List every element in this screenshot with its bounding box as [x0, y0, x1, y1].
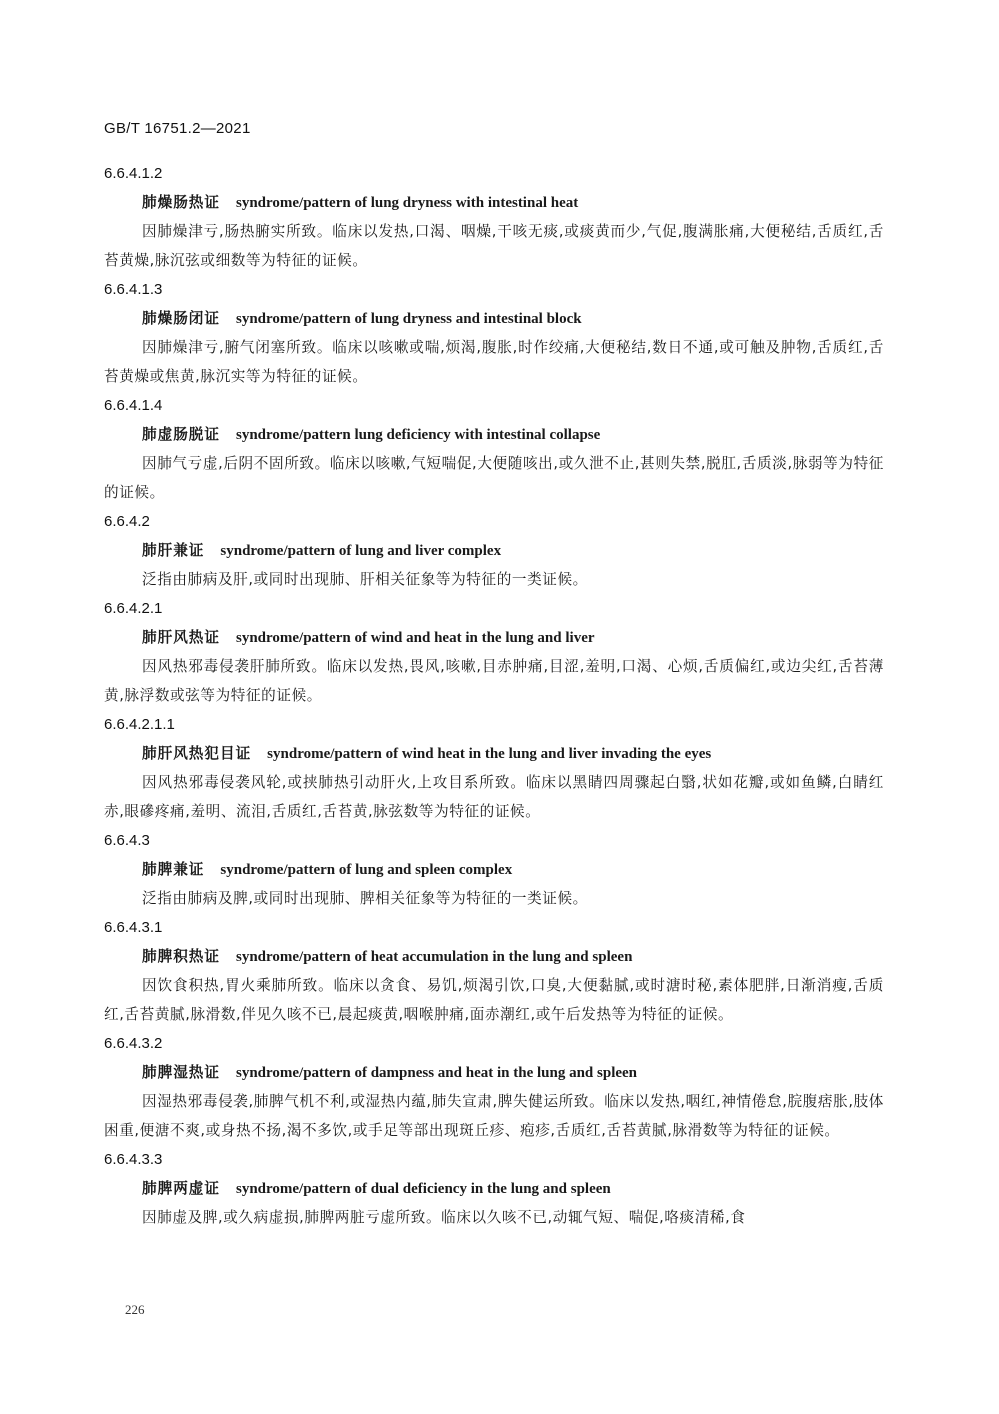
term-line	[104, 1058, 884, 1087]
content-body	[104, 159, 884, 1232]
section-number: 6.6.4.3.1	[104, 919, 163, 936]
term-en: syndrome/pattern lung deficiency with intestinal collapse	[235, 427, 601, 443]
term-line	[104, 304, 884, 333]
term-description: 因湿热邪毒侵袭,肺脾气机不利,或湿热内蕴,肺失宣肃,脾失健运所致。临床以发热,咽红,神情倦怠,脘腹痞胀,肢体困重,便溏不爽,或身热不扬,渴不多饮,或手足等部出现斑丘疹、疱疹,舌质红,舌苔黄腻,脉滑数等为特征的证候。	[104, 1093, 884, 1139]
section-number: 6.6.4.3	[104, 832, 150, 849]
section-6-6-4-2	[104, 507, 884, 594]
term-en: syndrome/pattern of dual deficiency in the lung and spleen	[235, 1181, 611, 1197]
term-en: syndrome/pattern of lung dryness with intestinal heat	[235, 195, 579, 211]
section-6-6-4-3-3	[104, 1145, 884, 1232]
section-6-6-4-3	[104, 826, 884, 913]
section-6-6-4-1-4	[104, 391, 884, 507]
term-en: syndrome/pattern of heat accumulation in the lung and spleen	[235, 949, 633, 965]
section-6-6-4-3-1	[104, 913, 884, 1029]
term-en: syndrome/pattern of wind and heat in the lung and liver	[235, 630, 595, 646]
term-line	[104, 942, 884, 971]
term-line	[104, 623, 884, 652]
term-description: 因肺燥津亏,肠热腑实所致。临床以发热,口渴、咽燥,干咳无痰,或痰黄而少,气促,腹满胀痛,大便秘结,舌质红,舌苔黄燥,脉沉弦或细数等为特征的证候。	[104, 223, 884, 269]
term-description: 因肺气亏虚,后阴不固所致。临床以咳嗽,气短喘促,大便随咳出,或久泄不止,甚则失禁,脱肛,舌质淡,脉弱等为特征的证候。	[104, 455, 884, 501]
term-en: syndrome/pattern of lung dryness and intestinal block	[235, 311, 582, 327]
term-description: 因饮食积热,胃火乘肺所致。临床以贪食、易饥,烦渴引饮,口臭,大便黏腻,或时溏时秘,素体肥胖,日渐消瘦,舌质红,舌苔黄腻,脉滑数,伴见久咳不已,晨起痰黄,咽喉肿痛,面赤潮红,或午后发热等为特征的证候。	[104, 977, 884, 1023]
term-line	[104, 855, 884, 884]
page-number: 226	[125, 1302, 145, 1317]
term-zh: 肺脾兼证	[142, 861, 205, 878]
term-line	[104, 536, 884, 565]
term-description: 泛指由肺病及脾,或同时出现肺、脾相关征象等为特征的一类证候。	[142, 890, 588, 907]
term-description: 因风热邪毒侵袭风轮,或挟肺热引动肝火,上攻目系所致。临床以黑睛四周骤起白翳,状如花瓣,或如鱼鳞,白睛红赤,眼磣疼痛,羞明、流泪,舌质红,舌苔黄,脉弦数等为特征的证候。	[104, 774, 884, 820]
section-number: 6.6.4.2	[104, 513, 150, 530]
term-description: 因肺虚及脾,或久病虚损,肺脾两脏亏虚所致。临床以久咳不已,动辄气短、喘促,咯痰清稀,食	[142, 1209, 746, 1226]
section-number: 6.6.4.3.2	[104, 1035, 163, 1052]
term-en: syndrome/pattern of wind heat in the lung and liver invading the eyes	[267, 746, 712, 762]
term-description: 泛指由肺病及肝,或同时出现肺、肝相关征象等为特征的一类证候。	[142, 571, 588, 588]
section-number: 6.6.4.3.3	[104, 1151, 163, 1168]
section-6-6-4-2-1	[104, 594, 884, 710]
term-line	[104, 188, 884, 217]
term-zh: 肺脾两虚证	[142, 1180, 220, 1197]
section-6-6-4-1-3	[104, 275, 884, 391]
term-zh: 肺肝兼证	[142, 542, 205, 559]
section-6-6-4-1-2	[104, 159, 884, 275]
term-zh: 肺肝风热证	[142, 629, 220, 646]
term-zh: 肺虚肠脱证	[142, 426, 220, 443]
section-number: 6.6.4.1.2	[104, 165, 163, 182]
section-number: 6.6.4.2.1.1	[104, 716, 175, 733]
term-zh: 肺脾积热证	[142, 948, 220, 965]
term-line	[104, 420, 884, 449]
term-en: syndrome/pattern of dampness and heat in the lung and spleen	[235, 1065, 638, 1081]
term-line	[104, 1174, 884, 1203]
term-line	[104, 739, 884, 768]
term-description: 因风热邪毒侵袭肝肺所致。临床以发热,畏风,咳嗽,目赤肿痛,目涩,羞明,口渴、心烦,舌质偏红,或边尖红,舌苔薄黄,脉浮数或弦等为特征的证候。	[104, 658, 884, 704]
term-zh: 肺肝风热犯目证	[142, 745, 252, 762]
term-zh: 肺脾湿热证	[142, 1064, 220, 1081]
section-6-6-4-3-2	[104, 1029, 884, 1145]
section-6-6-4-2-1-1	[104, 710, 884, 826]
term-zh: 肺燥肠热证	[142, 194, 220, 211]
section-number: 6.6.4.1.3	[104, 281, 163, 298]
term-zh: 肺燥肠闭证	[142, 310, 220, 327]
standard-header: GB/T 16751.2—2021	[104, 120, 251, 137]
term-en: syndrome/pattern of lung and spleen complex	[220, 862, 513, 878]
term-en: syndrome/pattern of lung and liver complex	[220, 543, 502, 559]
term-description: 因肺燥津亏,腑气闭塞所致。临床以咳嗽或喘,烦渴,腹胀,时作绞痛,大便秘结,数日不通,或可触及肿物,舌质红,舌苔黄燥或焦黄,脉沉实等为特征的证候。	[104, 339, 884, 385]
section-number: 6.6.4.1.4	[104, 397, 163, 414]
section-number: 6.6.4.2.1	[104, 600, 163, 617]
